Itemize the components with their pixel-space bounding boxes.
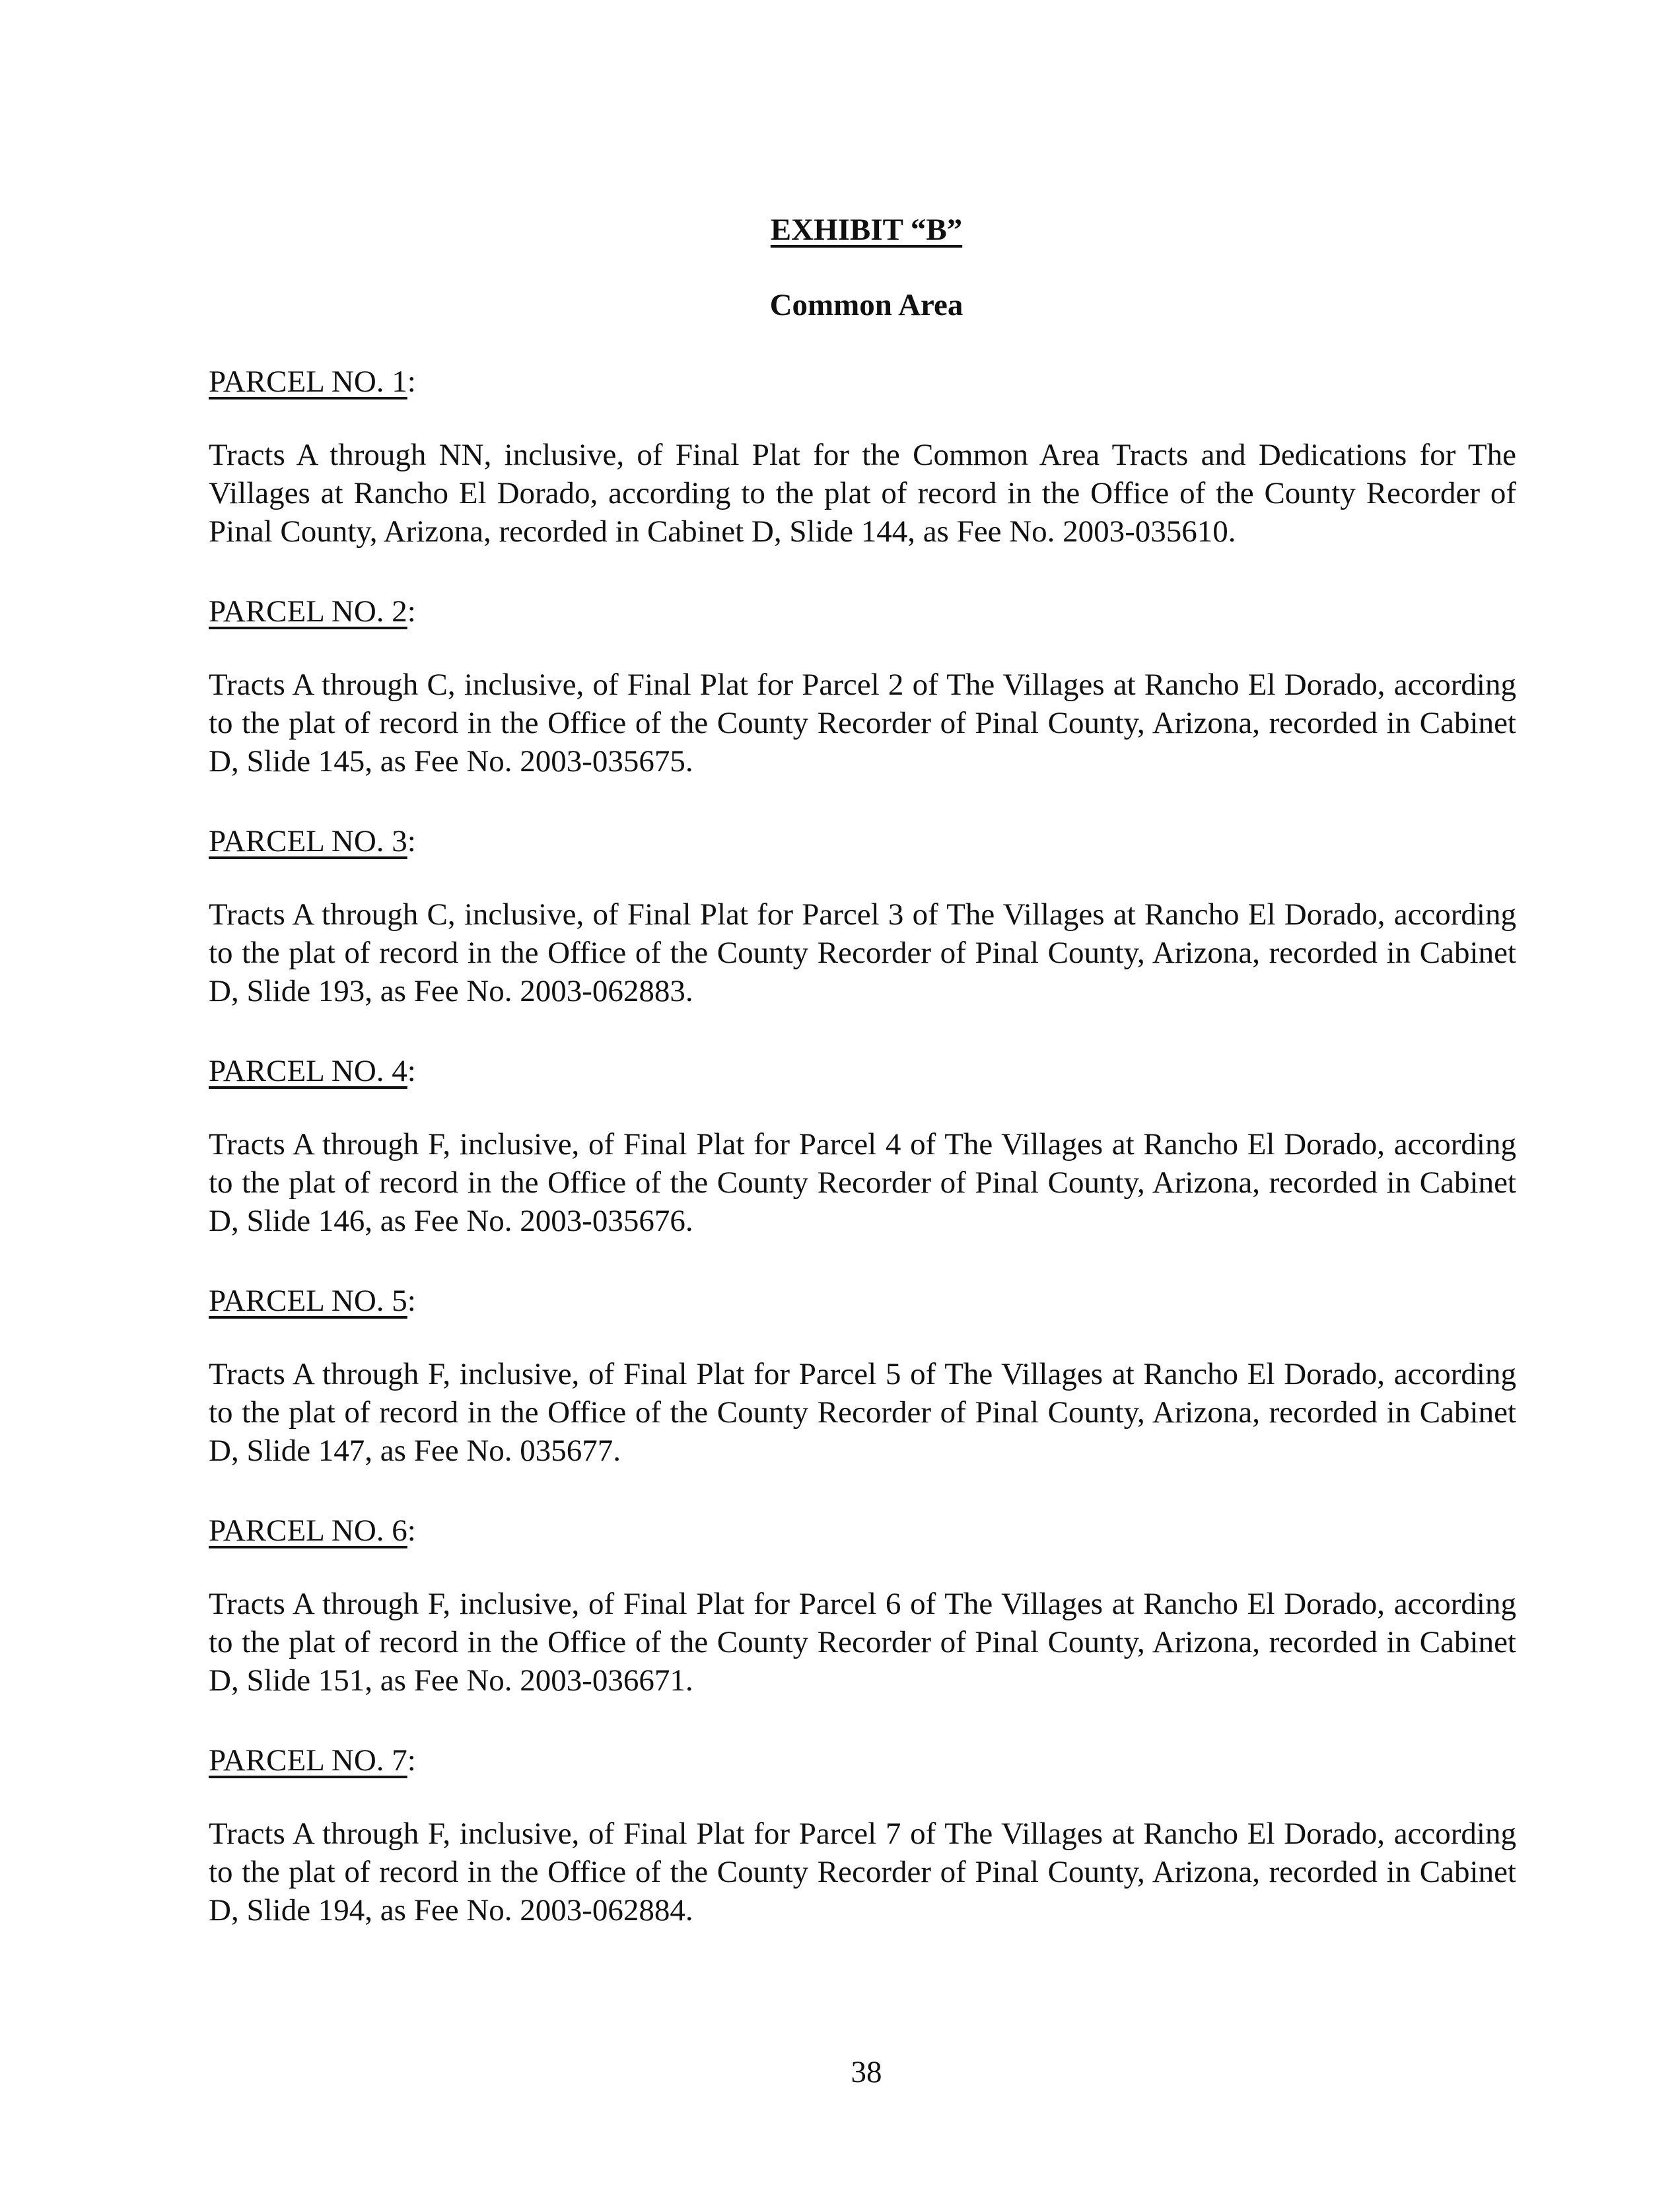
parcel-heading-colon: : bbox=[407, 594, 416, 629]
parcel-heading-7 bbox=[209, 1741, 416, 1780]
parcel-heading-4 bbox=[209, 1051, 416, 1091]
exhibit-title: EXHIBIT “B” bbox=[770, 213, 963, 247]
parcel-heading-label: PARCEL NO. 7 bbox=[209, 1743, 407, 1778]
parcel-heading-1 bbox=[209, 362, 416, 401]
parcel-heading-colon: : bbox=[407, 1284, 416, 1318]
parcel-heading-label: PARCEL NO. 5 bbox=[209, 1284, 407, 1318]
parcel-description-2: Tracts A through C, inclusive, of Final Plat for Parcel 2 of The Villages at Rancho El Dorado, according to the plat of record in the Office of the County Recorder of Pinal County, Arizona, recorded in Cabinet D, Slide 145, as Fee No. 2003-035675. bbox=[209, 668, 1516, 779]
parcel-heading-colon: : bbox=[407, 824, 416, 858]
parcel-heading-colon: : bbox=[407, 1513, 416, 1548]
parcel-heading-3 bbox=[209, 821, 416, 861]
parcel-heading-colon: : bbox=[407, 1054, 416, 1088]
parcel-heading-6 bbox=[209, 1511, 416, 1550]
parcel-description-3: Tracts A through C, inclusive, of Final Plat for Parcel 3 of The Villages at Rancho El Dorado, according to the plat of record in the Office of the County Recorder of Pinal County, Arizona, recorded in Cabinet D, Slide 193, as Fee No. 2003-062883. bbox=[209, 897, 1516, 1008]
parcel-description-5: Tracts A through F, inclusive, of Final Plat for Parcel 5 of The Villages at Rancho El Dorado, according to the plat of record in the Office of the County Recorder of Pinal County, Arizona, recorded in Cabinet D, Slide 147, as Fee No. 035677. bbox=[209, 1357, 1516, 1468]
parcel-description-6: Tracts A through F, inclusive, of Final Plat for Parcel 6 of The Villages at Rancho El Dorado, according to the plat of record in the Office of the County Recorder of Pinal County, Arizona, recorded in Cabinet D, Slide 151, as Fee No. 2003-036671. bbox=[209, 1587, 1516, 1698]
exhibit-subtitle: Common Area bbox=[769, 288, 963, 322]
page-number: 38 bbox=[851, 2055, 882, 2089]
parcel-description-1: Tracts A through NN, inclusive, of Final Plat for the Common Area Tracts and Dedications for The Villages at Rancho El Dorado, according to the plat of record in the Office of the County Recorder of Pinal County, Arizona, recorded in Cabinet D, Slide 144, as Fee No. 2003-035610. bbox=[209, 438, 1516, 549]
parcel-heading-label: PARCEL NO. 2 bbox=[209, 594, 407, 629]
parcel-heading-5 bbox=[209, 1281, 416, 1321]
parcel-heading-label: PARCEL NO. 4 bbox=[209, 1054, 407, 1088]
parcel-heading-label: PARCEL NO. 1 bbox=[209, 364, 407, 399]
parcel-heading-2 bbox=[209, 592, 416, 631]
parcel-description-4: Tracts A through F, inclusive, of Final Plat for Parcel 4 of The Villages at Rancho El Dorado, according to the plat of record in the Office of the County Recorder of Pinal County, Arizona, recorded in Cabinet D, Slide 146, as Fee No. 2003-035676. bbox=[209, 1127, 1516, 1238]
parcel-heading-label: PARCEL NO. 3 bbox=[209, 824, 407, 858]
parcel-heading-colon: : bbox=[407, 1743, 416, 1778]
parcel-heading-label: PARCEL NO. 6 bbox=[209, 1513, 407, 1548]
parcel-heading-colon: : bbox=[407, 364, 416, 399]
parcel-description-7: Tracts A through F, inclusive, of Final Plat for Parcel 7 of The Villages at Rancho El Dorado, according to the plat of record in the Office of the County Recorder of Pinal County, Arizona, recorded in Cabinet D, Slide 194, as Fee No. 2003-062884. bbox=[209, 1817, 1516, 1927]
